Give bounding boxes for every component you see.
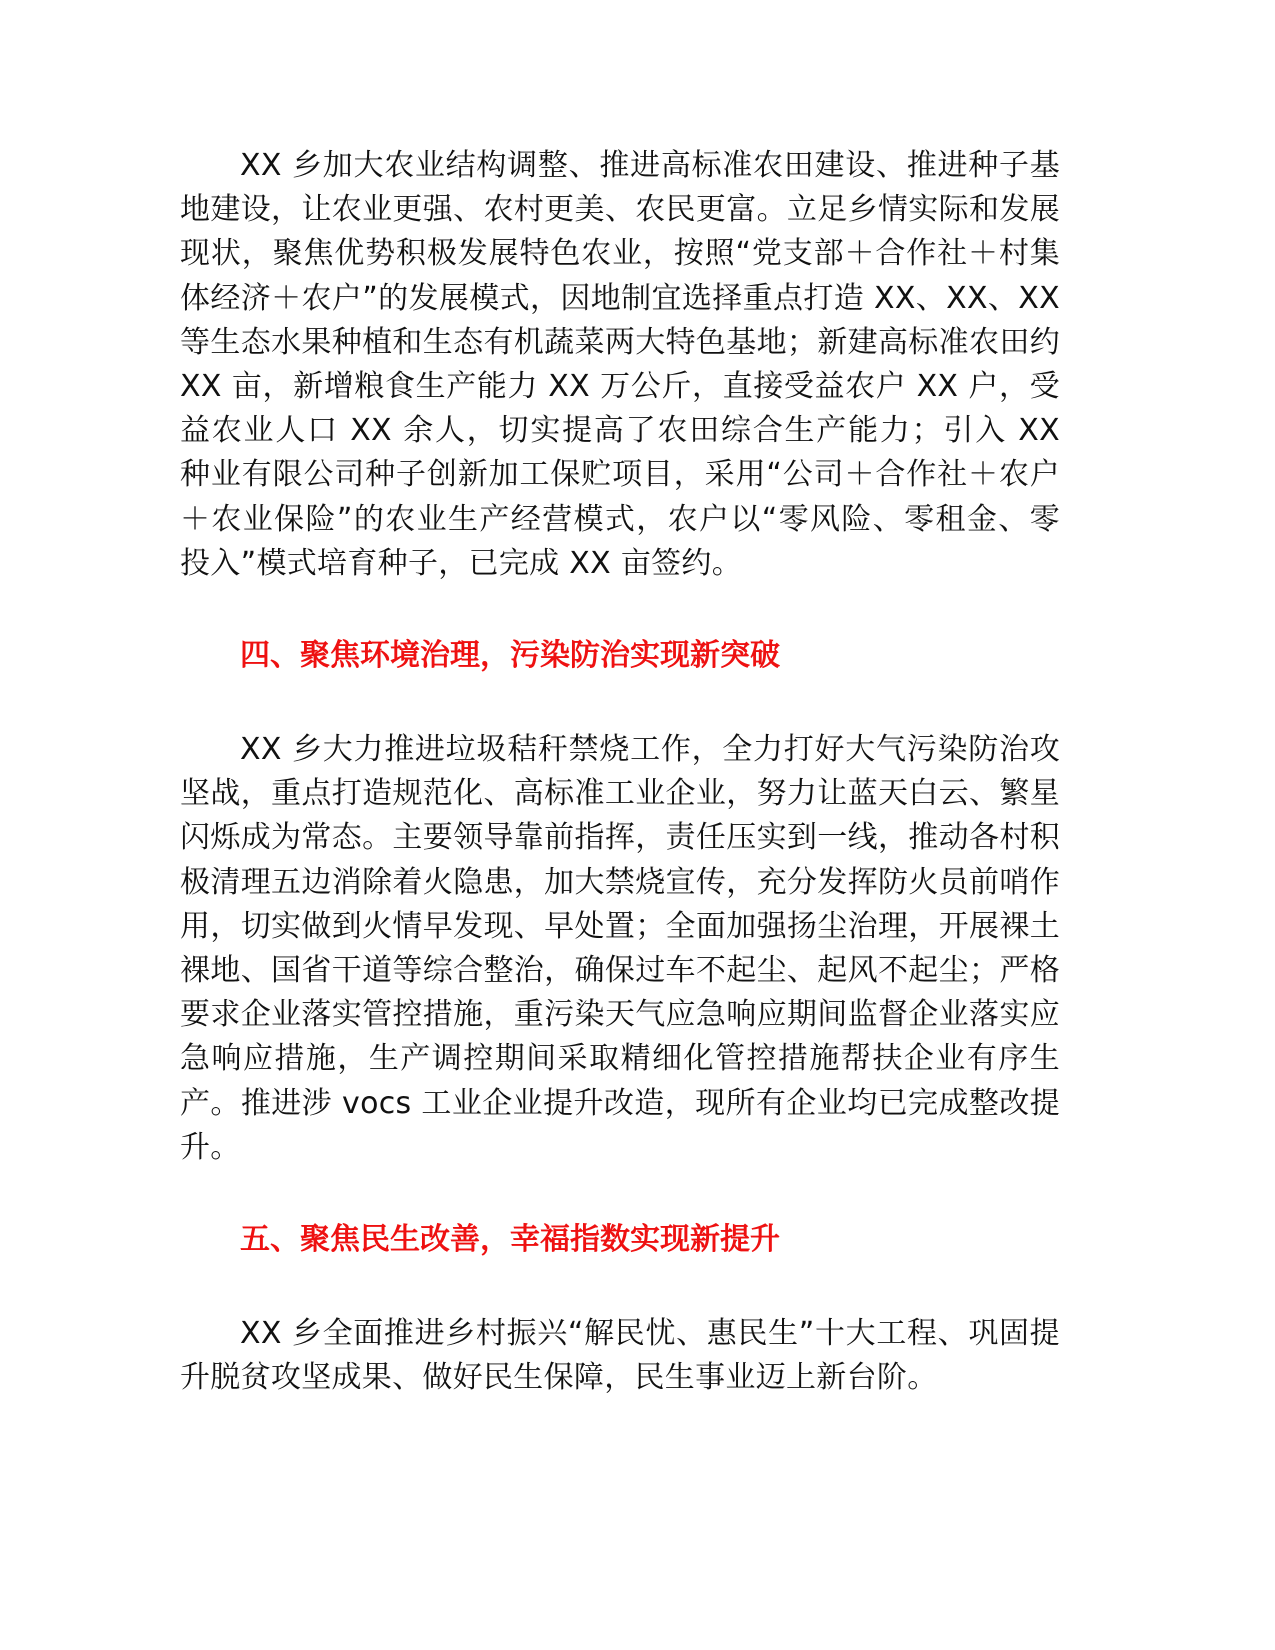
body-paragraph: XX 乡加大农业结构调整、推进高标准农田建设、推进种子基地建设，让农业更强、农村更美、农民更富。立足乡情实际和发展现状，聚焦优势积极发展特色农业，按照“党支部＋合作社＋村集体经济＋农户”的发展模式，因地制宜选择重点打造 XX、XX、XX 等生态水果种植和生态有机蔬菜两大特色基地；新建高标准农田约 XX 亩，新增粮食生产能力 XX 万公斤，直接受益农户 XX 户，受益农业人口 XX 余人，切实提高了农田综合生产能力；引入 XX 种业有限公司种子创新加工保贮项目，采用“公司＋合作社＋农户＋农业保险”的农业生产经营模式，农户以“零风险、零租金、零投入”模式培育种子，已完成 XX 亩签约。 — [180, 148, 1060, 581]
body-paragraph: XX 乡大力推进垃圾秸秆禁烧工作，全力打好大气污染防治攻坚战，重点打造规范化、高标准工业企业，努力让蓝天白云、繁星闪烁成为常态。主要领导靠前指挥，责任压实到一线，推动各村积极清理五边消除着火隐患，加大禁烧宣传，充分发挥防火员前哨作用，切实做到火情早发现、早处置；全面加强扬尘治理，开展裸土裸地、国省干道等综合整治，确保过车不起尘、起风不起尘；严格要求企业落实管控措施，重污染天气应急响应期间监督企业落实应急响应措施，生产调控期间采取精细化管控措施帮扶企业有序生产。推进涉 vocs 工业企业提升改造，现所有企业均已完成整改提升。 — [180, 732, 1060, 1165]
section-heading: 五、聚焦民生改善，幸福指数实现新提升 — [240, 1222, 780, 1258]
document-page — [180, 144, 1060, 1400]
body-paragraph: XX 乡全面推进乡村振兴“解民忧、惠民生”十大工程、巩固提升脱贫攻坚成果、做好民生保障，民生事业迈上新台阶。 — [180, 1316, 1060, 1396]
section-heading: 四、聚焦环境治理，污染防治实现新突破 — [240, 638, 780, 674]
